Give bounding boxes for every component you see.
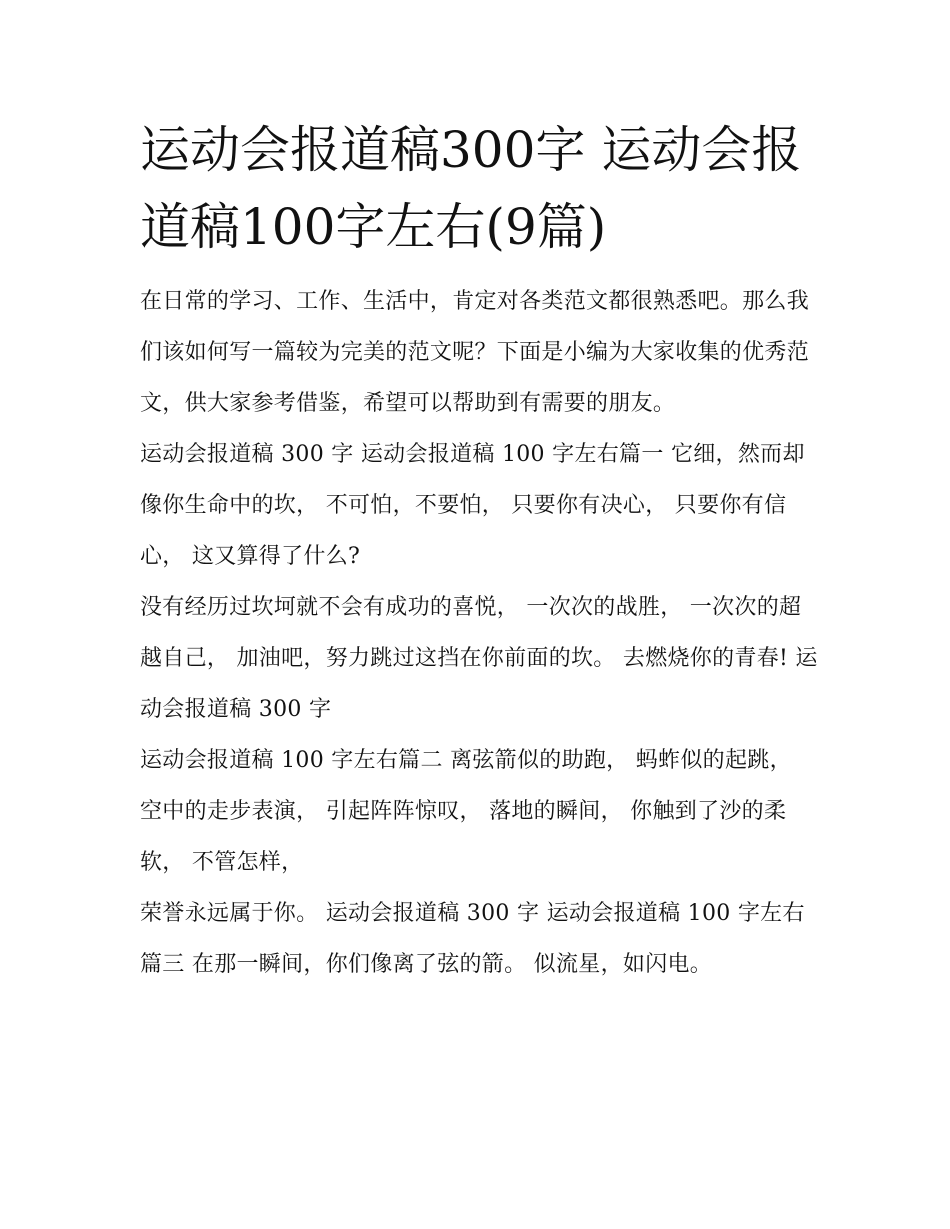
- body-paragraph: 运动会报道稿 300 字 运动会报道稿 100 字左右篇一 它细，然而却像你生命中的坎， 不可怕，不要怕， 只要你有决心， 只要你有信心， 这又算得了什么?: [140, 442, 805, 569]
- intro-paragraph: 在日常的学习、工作、生活中，肯定对各类范文都很熟悉吧。那么我们该如何写一篇较为完美的范文呢？下面是小编为大家收集的优秀范文，供大家参考借鉴，希望可以帮助到有需要的朋友。: [140, 289, 810, 416]
- document-title: 运动会报道稿300字 运动会报道稿100字左右(9篇): [140, 121, 802, 256]
- body-paragraph: 荣誉永远属于你。 运动会报道稿 300 字 运动会报道稿 100 字左右篇三 在那一瞬间，你们像离了弦的箭。 似流星，如闪电。: [140, 901, 805, 977]
- body-paragraph: 没有经历过坎坷就不会有成功的喜悦， 一次次的战胜， 一次次的超越自己， 加油吧，努力跳过这挡在你前面的坎。 去燃烧你的青春! 运动会报道稿 300 字: [140, 595, 818, 722]
- body-paragraph: 运动会报道稿 100 字左右篇二 离弦箭似的助跑， 蚂蚱似的起跳， 空中的走步表演， 引起阵阵惊叹， 落地的瞬间， 你触到了沙的柔软， 不管怎样，: [140, 748, 792, 875]
- document-page: [140, 112, 820, 990]
